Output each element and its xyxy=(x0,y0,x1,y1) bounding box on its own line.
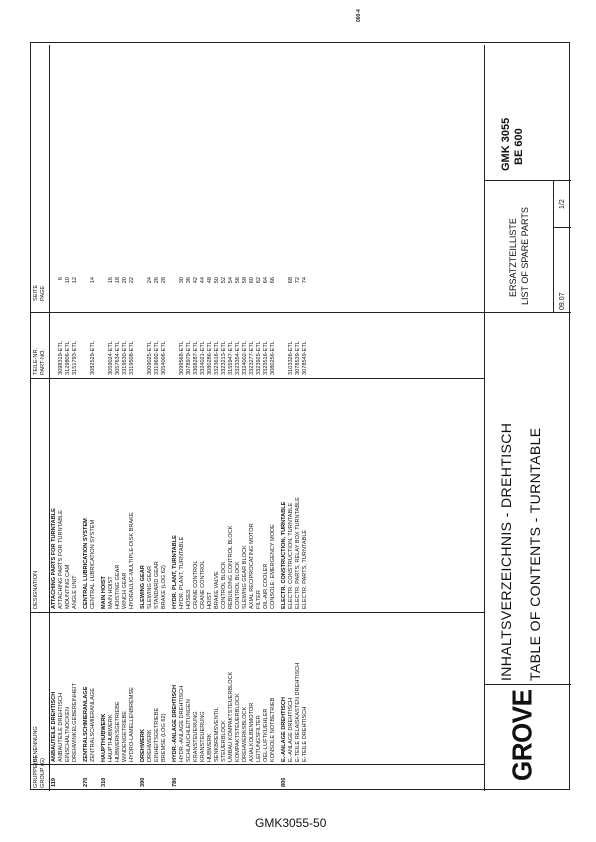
name-de: LEITUNGSFILTER xyxy=(256,715,262,762)
part-number: 3319530-ETL xyxy=(122,341,128,375)
designation: SLEWING GEAR xyxy=(147,565,153,609)
name-de: UMBAU KOMPAKTSTEUERBLOCK xyxy=(228,671,234,762)
designation: BRAKE (LOG 62) xyxy=(161,565,167,609)
name-de: AXIALKOLBENMOTOR xyxy=(249,702,255,762)
name-de: ANBAUTEILE DREHTISCH xyxy=(51,691,57,762)
group-code: 310 xyxy=(101,777,107,787)
designation: ELECTR. PARTS, RELAY BOX TURNTABLE xyxy=(295,497,301,609)
name-de: E-TEILE DREHTISCH xyxy=(302,706,308,762)
name-de: BREMSE (LOG 62) xyxy=(161,713,167,762)
designation: MAIN HOIST xyxy=(101,576,107,609)
table-row xyxy=(65,131,72,791)
table-row xyxy=(228,131,235,791)
name-de: WINDENGETRIEBE xyxy=(122,711,128,762)
part-number: 3323354-ETL xyxy=(235,341,241,375)
designation: HOISTING GEAR xyxy=(115,564,121,609)
part-number: 3368287-ETL xyxy=(193,341,199,375)
logo-text: GROVE xyxy=(506,689,538,781)
part-number: 3151793-ETL xyxy=(72,341,78,375)
page-number: 18 xyxy=(115,277,121,284)
designation: SLEWING GEAR xyxy=(140,565,146,609)
grove-logo xyxy=(489,688,559,785)
designation: BRAKE VALVE xyxy=(214,571,220,609)
table-row xyxy=(242,131,249,791)
group-heading-row xyxy=(281,131,288,791)
page-number: 60 xyxy=(249,277,255,284)
table-row xyxy=(302,131,309,791)
document-code: GMK3055-50 xyxy=(255,816,327,830)
designation: HYDR. PLANT, TURNTABLE xyxy=(172,535,178,609)
table-row xyxy=(72,131,79,791)
part-number: 3103326-ETL xyxy=(288,341,294,375)
part-number: 3155947-ETL xyxy=(228,341,234,375)
part-number: 3319692-ETL xyxy=(154,341,160,375)
footer-title-de: INHALTSVERZEICHNIS - DREHTISCH xyxy=(498,422,514,681)
footer-divider xyxy=(484,45,485,791)
page-number: 54 xyxy=(228,277,234,284)
group-heading-row xyxy=(140,131,147,791)
page-number: 56 xyxy=(235,277,241,284)
name-de: KRANSTEUERUNG xyxy=(193,711,199,762)
part-number: 3080256-ETL xyxy=(270,341,276,375)
header-part-no-de: TEILE-NR. xyxy=(33,347,39,375)
table-row xyxy=(122,131,129,791)
designation: HOIST xyxy=(207,591,213,609)
table-row xyxy=(200,131,207,791)
designation: CENTRAL LUBRICATION SYSTEM xyxy=(83,518,89,609)
footer-divider xyxy=(553,227,571,228)
part-number: 3324021-ETL xyxy=(200,341,206,375)
page-number: 24 xyxy=(147,277,153,284)
page-number: 12 xyxy=(72,277,78,284)
part-number: 3324002-ETL xyxy=(242,341,248,375)
page-number: 74 xyxy=(302,277,308,284)
designation: ATTACHING PARTS FOR TURNTABLE xyxy=(51,508,57,609)
part-number: 3099568-ETL xyxy=(179,341,185,375)
name-de: HAUPTHUBWERK xyxy=(101,713,107,762)
table-row xyxy=(115,131,122,791)
header-part-no-en: PART-NO. xyxy=(40,349,46,375)
footer-model: GMK 3055 xyxy=(500,117,512,171)
page-number: 28 xyxy=(161,277,167,284)
name-de: KOMPAKTSTEUERBLOCK xyxy=(235,693,241,762)
page-number: 42 xyxy=(193,277,199,284)
page-number: 16 xyxy=(108,277,114,284)
designation: HOSES xyxy=(186,589,192,609)
designation: WINCH GEAR xyxy=(122,572,128,609)
name-de: EINHEITSGETRIEBE xyxy=(154,707,160,762)
name-de: E.-ANLAGE DREHTISCH xyxy=(288,697,294,762)
name-de: KRANSTEUERUNG xyxy=(200,711,206,762)
table-row xyxy=(90,131,97,791)
part-number: 3080286-ETL xyxy=(207,341,213,375)
designation: ELECTR. CONSTRUCTION, TURNTABLE xyxy=(281,501,287,609)
name-de: SCHLAUCHLEITUNGEN xyxy=(186,699,192,762)
page-number: 48 xyxy=(207,277,213,284)
page-number: 66 xyxy=(270,277,276,284)
name-de: SENKBREMSVENTIL xyxy=(214,707,220,762)
header-page-en: PAGE xyxy=(40,285,46,301)
table-row xyxy=(129,131,136,791)
part-number: 3323616-ETL xyxy=(214,341,220,375)
group-heading-row xyxy=(172,131,179,791)
name-de: HYDRO-LAMELLENBREMSE xyxy=(129,687,135,762)
footer-divider xyxy=(484,312,571,313)
part-number: 3057634-ETL xyxy=(115,341,121,375)
table-row xyxy=(214,131,221,791)
designation: MOUNTING CAM xyxy=(65,564,71,609)
designation: STANDARD GEAR xyxy=(154,561,160,609)
page-number: 52 xyxy=(221,277,227,284)
name-de: E-TEILE RELAISKASTEN DREHTISCH xyxy=(295,662,301,762)
page-number: 50 xyxy=(214,277,220,284)
name-de: OEL-LUFTKUEHLER xyxy=(263,708,269,762)
name-de: HUBWERKSGETRIEBE xyxy=(115,701,121,762)
designation: FILTER xyxy=(256,590,262,609)
name-de: ANBAUTEILE DREHTISCH xyxy=(58,692,64,762)
designation: CRANE CONTROL xyxy=(193,560,199,609)
page-number: 58 xyxy=(242,277,248,284)
designation: ELECTR. PARTS, TURNTABLE xyxy=(302,529,308,609)
designation: ELECTR. CONSTRUCTION, TURNTABLE xyxy=(288,502,294,609)
designation: CRANE CONTROL xyxy=(200,560,206,609)
designation: HYDR. PLANT, TURNTABLE xyxy=(179,536,185,609)
page-number: 44 xyxy=(200,277,206,284)
page-number: 10 xyxy=(65,277,71,284)
part-number: 3129806-ETL xyxy=(65,341,71,375)
part-number: 3054006-ETL xyxy=(161,341,167,375)
designation: HYDRAULIC-MULTIPLE-DISK BRAKE xyxy=(129,512,135,609)
part-number: 3082529-ETL xyxy=(90,341,96,375)
spare-parts-en: LIST OF SPARE PARTS xyxy=(520,207,530,305)
name-de: KONSOLE NOTBETRIEB xyxy=(270,697,276,762)
designation: MAIN HOIST xyxy=(108,576,114,609)
part-number: 3323277-ETL xyxy=(249,341,255,375)
group-code: 806 xyxy=(281,777,287,787)
table-row xyxy=(235,131,242,791)
part-number: 3323925-ETL xyxy=(256,341,262,375)
page-number: 20 xyxy=(122,277,128,284)
page-number: 72 xyxy=(295,277,301,284)
table-row xyxy=(154,131,161,791)
name-de: DREHWINKELGEBEREINHEIT xyxy=(72,683,78,762)
name-de: HYDR.-ANLAGE DREHTISCH xyxy=(172,684,178,762)
header-name-de: BENENNUNG xyxy=(33,726,39,762)
name-de: DREHWERK xyxy=(140,729,146,762)
table-row xyxy=(179,131,186,791)
designation: CONTROL BLOCK xyxy=(221,561,227,609)
part-number: 3323213-ETL xyxy=(221,341,227,375)
table-row xyxy=(58,131,65,791)
name-de: E.-ANLAGE DREHTISCH xyxy=(281,697,287,762)
footer-divider xyxy=(484,180,571,181)
designation: AXIAL RECIPROCATING MOTOR xyxy=(249,523,255,609)
name-de: ZENTRALSCHMIERANLAGE xyxy=(90,688,96,762)
name-de: HYDR.-ANLAGE DREHTISCH xyxy=(179,685,185,762)
table-row xyxy=(161,131,168,791)
footer-divider xyxy=(484,684,571,685)
table-row xyxy=(147,131,154,791)
part-number: 3098319-ETL xyxy=(58,341,64,375)
name-de: HAUPTHUBWERK xyxy=(108,714,114,762)
page-marker: 000-4 xyxy=(356,9,362,22)
part-number: 3078549-ETL xyxy=(302,341,308,375)
document-frame xyxy=(30,42,570,790)
footer-title-en: TABLE OF CONTENTS - TURNTABLE xyxy=(527,427,543,681)
footer-sheet: 1/2 xyxy=(559,199,566,209)
group-heading-row xyxy=(51,131,58,791)
table-row xyxy=(263,131,270,791)
footer-divider xyxy=(553,181,554,313)
name-de: STEUERBLOCK xyxy=(221,720,227,762)
designation: REBUILDING CONTROL BLOCK xyxy=(228,525,234,609)
table-row xyxy=(270,131,277,791)
name-de: HUBWERK xyxy=(207,733,213,762)
part-number: 3078539-ETL xyxy=(295,341,301,375)
designation: CONSOLE: EMERGENCY MODE xyxy=(270,524,276,609)
footer-date: 09.07 xyxy=(559,292,566,310)
table-row xyxy=(256,131,263,791)
name-de: ZENTRALSCHMIERANLAGE xyxy=(83,686,89,762)
page-number: 64 xyxy=(263,277,269,284)
group-heading-row xyxy=(83,131,90,791)
part-number: 3319508-ETL xyxy=(129,341,135,375)
table-row xyxy=(249,131,256,791)
header-group-de: GRUPPE(G) xyxy=(33,756,39,788)
designation: CENTRAL LUBRICATION SYSTEM xyxy=(90,519,96,609)
page-number: 22 xyxy=(129,277,135,284)
name-de: DREHWERKSBLOCK xyxy=(242,706,248,762)
rotated-sheet xyxy=(31,43,571,791)
part-number: 3078979-ETL xyxy=(186,341,192,375)
designation: OIL-AIR COOLER xyxy=(263,563,269,609)
part-number: 3059024-ETL xyxy=(108,341,114,375)
designation: ATTACHING PARTS FOR TURNTABLE xyxy=(58,510,64,609)
table-row xyxy=(193,131,200,791)
table-row xyxy=(295,131,302,791)
table-row xyxy=(288,131,295,791)
designation: CONTROL BLOCK xyxy=(235,561,241,609)
spare-parts-de: ERSATZTEILLISTE xyxy=(508,218,518,297)
page-number: 26 xyxy=(154,277,160,284)
name-de: EINSCHALTNOCKEN xyxy=(65,707,71,762)
group-code: 270 xyxy=(83,777,89,787)
designation: SLEWING GEAR BLOCK xyxy=(242,545,248,609)
page-number: 14 xyxy=(90,277,96,284)
group-code: 390 xyxy=(140,777,146,787)
table-row xyxy=(108,131,115,791)
header-divider xyxy=(49,45,50,791)
page-number: 68 xyxy=(288,277,294,284)
header-designation: DESIGNATION xyxy=(33,570,39,609)
part-number: 3009025-ETL xyxy=(147,341,153,375)
page-number: 36 xyxy=(186,277,192,284)
header-group-en: GROUP (G) xyxy=(40,757,46,788)
page-number: 30 xyxy=(179,277,185,284)
table-row xyxy=(207,131,214,791)
table-row xyxy=(186,131,193,791)
header-page-de: SEITE xyxy=(33,284,39,301)
group-code: 119 xyxy=(51,777,57,787)
page-number: 6 xyxy=(58,277,64,281)
name-de: DREHWERK xyxy=(147,729,153,762)
group-code: 786 xyxy=(172,777,178,787)
page-number: 62 xyxy=(256,277,262,284)
footer-model-sub: BE 600 xyxy=(513,128,525,165)
part-number: 3323516-ETL xyxy=(263,341,269,375)
group-heading-row xyxy=(101,131,108,791)
table-row xyxy=(221,131,228,791)
designation: ANGLE UNIT xyxy=(72,575,78,609)
